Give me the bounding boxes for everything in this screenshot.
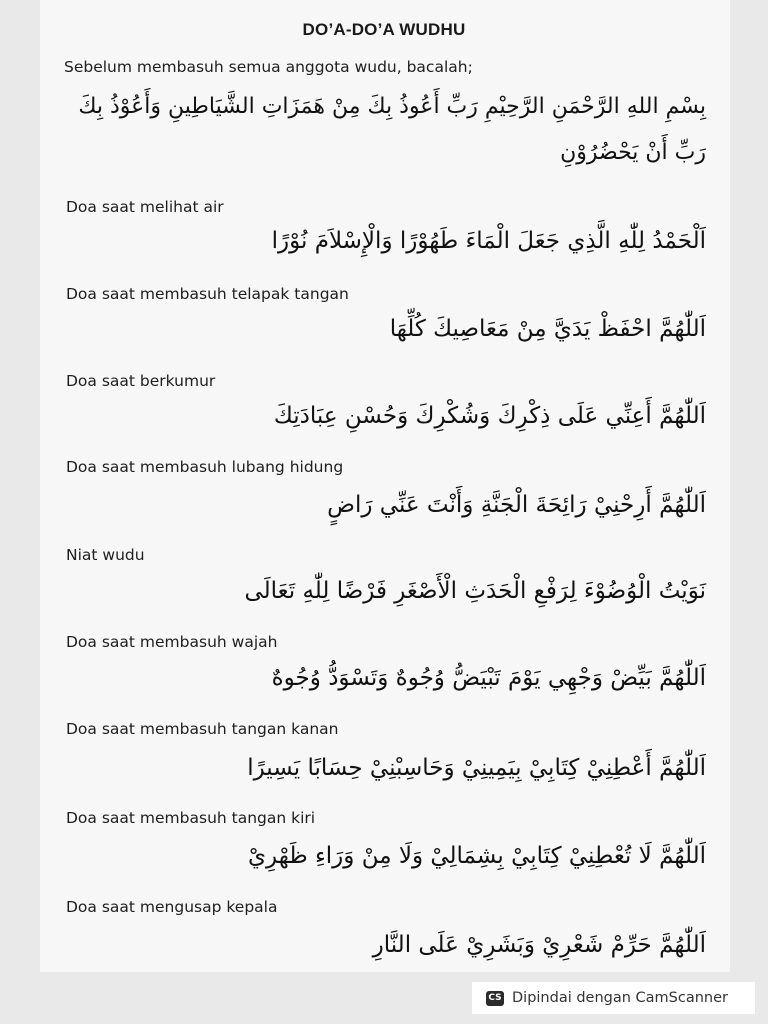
section-label-lubang-hidung: Doa saat membasuh lubang hidung xyxy=(66,458,344,476)
section-label-niat-wudu: Niat wudu xyxy=(66,546,145,564)
camscanner-text: Dipindai dengan CamScanner xyxy=(512,990,729,1006)
section-label-melihat-air: Doa saat melihat air xyxy=(66,198,224,216)
section-arabic-tangan-kanan: اَللّٰهُمَّ أَعْطِنِيْ كِتَابِيْ بِيَمِينِيْ وَحَاسِبْنِيْ حِسَابًا يَسِيرًا xyxy=(247,755,706,781)
section-arabic-telapak-tangan: اَللّٰهُمَّ احْفَظْ يَدَيَّ مِنْ مَعَاصِيكَ كُلِّهَا xyxy=(389,316,706,342)
intro-arabic-line-2: رَبِّ أَنْ يَحْضُرُوْنِ xyxy=(560,140,706,165)
section-arabic-niat-wudu: نَوَيْتُ الْوُضُوْءَ لِرَفْعِ الْحَدَثِ الْأَصْغَرِ فَرْضًا لِلّٰهِ تَعَالَى xyxy=(244,578,706,604)
section-arabic-kepala: اَللّٰهُمَّ حَرِّمْ شَعْرِيْ وَبَشَرِيْ عَلَى النَّارِ xyxy=(372,932,706,958)
section-label-telapak-tangan: Doa saat membasuh telapak tangan xyxy=(66,285,349,303)
section-arabic-tangan-kiri: اَللّٰهُمَّ لَا تُعْطِنِيْ كِتَابِيْ بِشِمَالِيْ وَلَا مِنْ وَرَاءِ ظَهْرِيْ xyxy=(248,843,706,869)
section-arabic-wajah: اَللّٰهُمَّ بَيِّضْ وَجْهِي يَوْمَ تَبْيَضُّ وُجُوهٌ وَتَسْوَدُّ وُجُوهٌ xyxy=(271,665,706,691)
section-arabic-melihat-air: اَلْحَمْدُ لِلّٰهِ الَّذِي جَعَلَ الْمَاءَ طَهُوْرًا وَالْإِسْلاَمَ نُوْرًا xyxy=(271,228,706,254)
section-label-wajah: Doa saat membasuh wajah xyxy=(66,633,278,651)
section-label-tangan-kiri: Doa saat membasuh tangan kiri xyxy=(66,809,316,827)
section-arabic-lubang-hidung: اَللّٰهُمَّ أَرِحْنِيْ رَائِحَةَ الْجَنَّةِ وَأَنْتَ عَنِّي رَاضٍ xyxy=(327,492,706,518)
section-arabic-berkumur: اَللّٰهُمَّ أَعِنِّي عَلَى ذِكْرِكَ وَشُكْرِكَ وَحُسْنِ عِبَادَتِكَ xyxy=(273,403,706,429)
section-label-kepala: Doa saat mengusap kepala xyxy=(66,898,278,916)
camscanner-badge xyxy=(472,982,755,1014)
intro-label: Sebelum membasuh semua anggota wudu, bacalah; xyxy=(64,58,473,76)
section-label-tangan-kanan: Doa saat membasuh tangan kanan xyxy=(66,720,339,738)
section-label-berkumur: Doa saat berkumur xyxy=(66,372,216,390)
intro-arabic-line-1: بِسْمِ اللهِ الرَّحْمَنِ الرَّحِيْمِ رَبِّ أَعُوذُ بِكَ مِنْ هَمَزَاتِ الشَّيَاطِينِ وَأَعُوْذُ بِكَ xyxy=(78,94,706,119)
document-title: DO’A-DO’A WUDHU xyxy=(302,20,466,39)
camscanner-icon: CS xyxy=(486,991,504,1006)
